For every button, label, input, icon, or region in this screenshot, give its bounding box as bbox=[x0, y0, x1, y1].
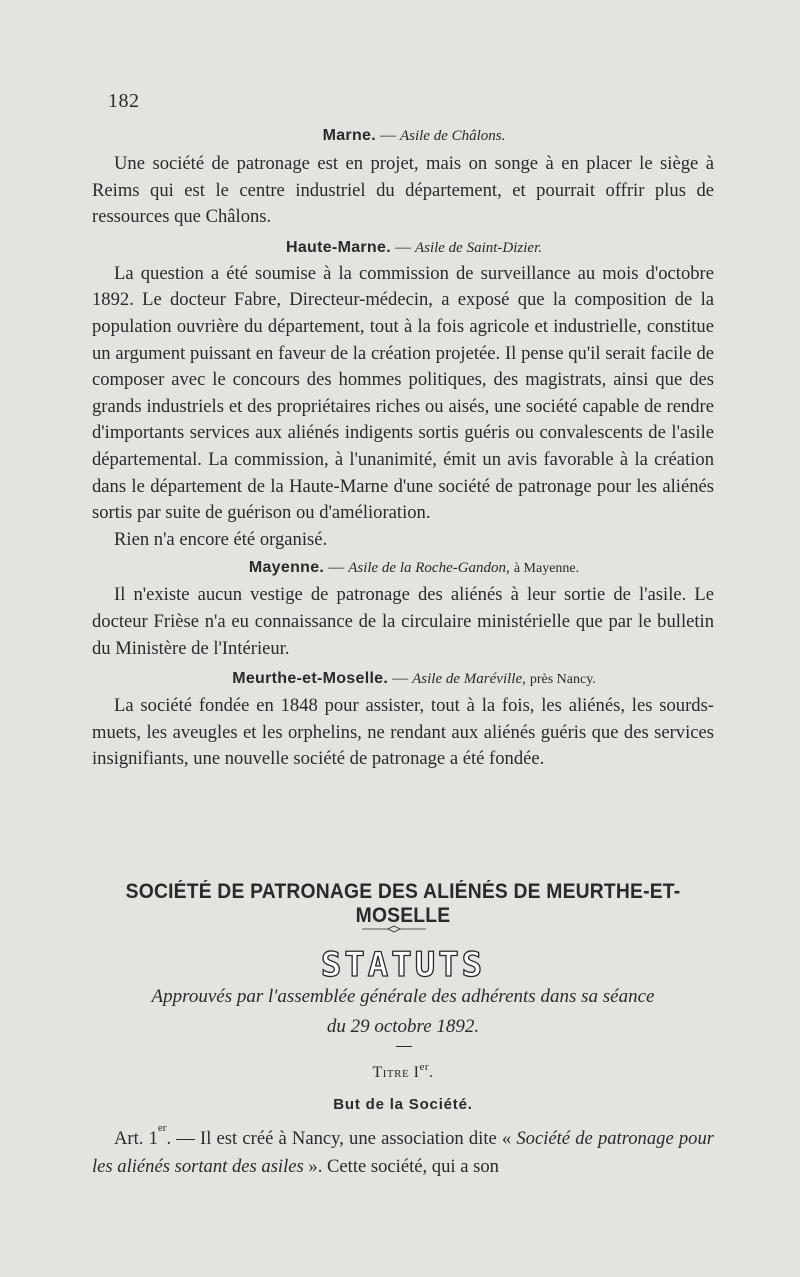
article-text: ». Cette société, qui a son bbox=[303, 1156, 499, 1177]
titre-number: I bbox=[413, 1064, 420, 1081]
section-heading-italic: Asile de Maréville, bbox=[412, 671, 526, 688]
page-number: 182 bbox=[108, 90, 140, 112]
section-heading-bold: Meurthe-et-Moselle. bbox=[232, 670, 389, 688]
paragraph: La société fondée en 1848 pour assister, tout à la fois, les aliénés, les sourds-muets, les aveugles et les orphelins, ne rendant aux aliénés guéris que des services insignifiants, une nouvelle société de patronage a été fondée. bbox=[92, 695, 714, 770]
article-text: . — Il est créé à Nancy, une association dite « bbox=[166, 1128, 517, 1149]
article-prefix: Art. 1 bbox=[114, 1128, 158, 1149]
statuts-title: STATUTS bbox=[320, 945, 486, 985]
short-rule bbox=[396, 1046, 412, 1047]
titre-sup: er bbox=[419, 1061, 430, 1073]
section-heading-bold: Haute-Marne. bbox=[285, 238, 391, 256]
section-heading-haute-marne: Haute-Marne. — Asile de Saint-Dizier. bbox=[285, 238, 543, 256]
section-heading-rest: près Nancy. bbox=[529, 672, 596, 688]
section-heading-italic: Asile de la Roche-Gandon, bbox=[348, 560, 510, 577]
section-heading-mayenne: Mayenne. — Asile de la Roche-Gandon, à Mayenne. bbox=[248, 559, 580, 577]
paragraph: La question a été soumise à la commission de surveillance au mois d'octobre 1892. Le docteur Fabre, Directeur-médecin, a exposé que la composition de la population ouvrière du département, tout à la fois agricole et industrielle, constitue un argument puissant en faveur de la création projetée. Il pense qu'il serait facile de composer avec le concours des hommes politiques, des magistrats, ainsi que des grands industriels et des propriétaires riches ou aisés, une société capable de rendre d'importants services aux aliénés indigents sortis guéris ou convalescents de l'asile départemental. La commission, à l'unanimité, émit un avis favorable à la création dans le département de la Haute-Marne d'une société de patronage pour les aliénés sortis par suite de guérison ou d'amélioration. bbox=[92, 262, 714, 524]
society-title: SOCIÉTÉ DE PATRONAGE DES ALIÉNÉS DE MEURTHE-ET-MOSELLE bbox=[125, 880, 681, 927]
titre-label: Titre bbox=[372, 1064, 410, 1081]
paragraph: Rien n'a encore été organisé. bbox=[114, 528, 328, 550]
section-heading-marne: Marne. — Asile de Châlons. bbox=[322, 127, 506, 144]
but-heading: But de la Société. bbox=[333, 1096, 473, 1113]
section-heading-bold: Marne. bbox=[322, 127, 376, 144]
ornament-divider bbox=[362, 924, 426, 934]
section-heading-bold: Mayenne. bbox=[248, 559, 325, 577]
body-text bbox=[92, 123, 714, 773]
approval-note bbox=[92, 982, 714, 1042]
section-heading-italic: Asile de Saint-Dizier. bbox=[414, 239, 543, 256]
paragraph: Il n'existe aucun vestige de patronage des aliénés à leur sortie de l'asile. Le docteur Frièse n'a eu connaissance de la circulaire ministérielle que par le bulletin du Ministère de l'Intérieur. bbox=[92, 584, 714, 659]
approval-line: du 29 octobre 1892. bbox=[326, 1016, 480, 1037]
article-society-name: Société de patronage pour les aliénés sortant des asiles bbox=[92, 1128, 714, 1177]
article-1 bbox=[92, 1122, 714, 1181]
section-heading-italic: Asile de Châlons. bbox=[399, 128, 506, 144]
approval-line: Approuvés par l'assemblée générale des adhérents dans sa séance bbox=[151, 986, 655, 1007]
section-heading-meurthe: Meurthe-et-Moselle. — Asile de Maréville, près Nancy. bbox=[232, 670, 596, 688]
paragraph: Une société de patronage est en projet, mais on songe à en placer le siège à Reims qui est le centre industriel du département, et pourrait offrir plus de ressources que Châlons. bbox=[92, 153, 714, 228]
article-sup: er bbox=[157, 1122, 167, 1134]
titre-heading: Titre Ier. bbox=[372, 1061, 434, 1081]
section-heading-rest: à Mayenne. bbox=[513, 561, 580, 577]
